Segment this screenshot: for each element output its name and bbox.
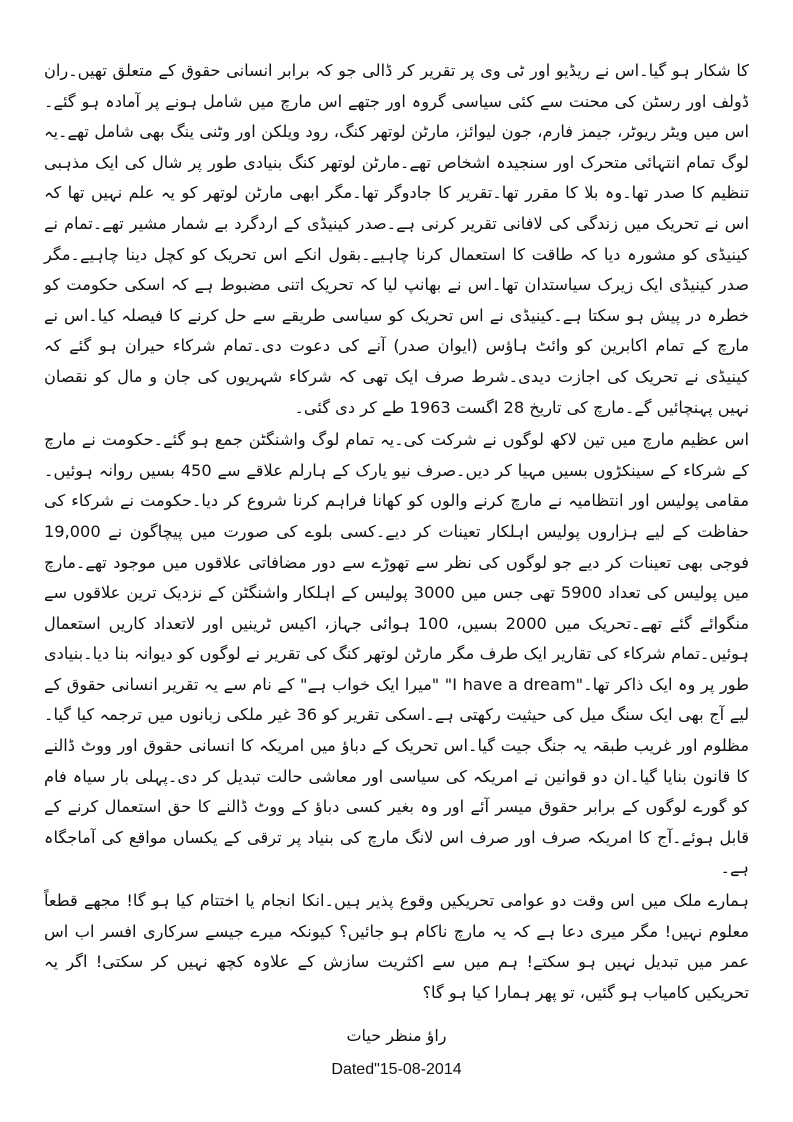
paragraph-march-on-washington: اس عظیم مارچ میں تین لاکھ لوگوں نے شرکت کی۔یہ تمام لوگ واشنگٹن جمع ہو گئے۔حکومت نے مارچ کے شرکاء کے سینکڑوں بسیں مہیا کر دیں۔صرف نیو یارک کے ہارلم علاقے سے 450 بسیں روانہ ہوئیں۔مقامی پولیس اور انتظامیہ نے مارچ کرنے والوں کو کھانا فراہم کرنا شروع کر دیا۔حکومت نے شرکاء کی حفاظت کے لیے ہزاروں پولیس اہلکار تعینات کر دیے۔کسی بلوے کی صورت میں پیچاگون نے 19,000 فوجی بھی تعینات کر دیے جو لوگوں کی نظر سے تھوڑے سے دور مضافاتی علاقوں میں موجود تھے۔مارچ میں پولیس کی تعداد 5900 تھی جس میں 3000 پولیس کے اہلکار واشنگٹن کے نزدیک ترین علاقوں سے منگوائے گئے تھے۔تحریک میں 2000 بسیں، 100 ہوائی جہاز، اکیس ٹرینیں اور لاتعداد کاریں استعمال ہوئیں۔تمام شرکاء کی تقاریر ایک طرف مگر مارٹن لوتھر کنگ کی تقریر نے لوگوں کو دیوانہ بنا دیا۔بنیادی طور پر وہ ایک ذاکر تھا۔"I have a dream" "میرا ایک خواب ہے" کے نام سے یہ تقریر انسانی حقوق کے لیے آج بھی ایک سنگ میل کی حیثیت رکھتی ہے۔اسکی تقریر کو 36 غیر ملکی زبانوں میں ترجمہ کیا گیا۔مظلوم اور غریب طبقہ یہ جنگ جیت گیا۔اس تحریک کے دباؤ میں امریکہ کا انسانی حقوق اور ووٹ ڈالنے کا قانون بنایا گیا۔ان دو قوانین نے امریکہ کی سیاسی اور معاشی حالت تبدیل کر دی۔پہلی بار سیاہ فام کو گورے لوگوں کے برابر حقوق میسر آئے اور وہ بغیر کسی دباؤ کے ووٹ ڈالنے کا حق استعمال کرنے کے قابل ہوئے۔آج کا امریکہ صرف اور صرف اس لانگ مارچ کی بنیاد پر ترقی کے یکساں مواقع کی آماجگاہ ہے۔: [44, 430, 750, 878]
date-line: Dated"15-08-2014: [331, 1061, 462, 1079]
document-page: [44, 56, 749, 1079]
paragraph-current-movements: ہمارے ملک میں اس وقت دو عوامی تحریکیں وقوع پذیر ہیں۔انکا انجام یا اختتام کیا ہو گا! مجھے قطعاً معلوم نہیں! مگر میری دعا ہے کہ یہ مارچ ناکام ہو جائیں؟ کیونکہ میرے جیسے سرکاری افسر اب اس عمر میں تبدیل نہیں ہو سکتے! ہم میں سے اکثریت سازش کے علاوہ کچھ نہیں کر سکتی! اگر یہ تحریکیں کامیاب ہو گئیں، تو پھر ہمارا کیا ہو گا؟: [44, 891, 749, 1002]
paragraph-civil-rights-march-background: کا شکار ہو گیا۔اس نے ریڈیو اور ٹی وی پر تقریر کر ڈالی جو کہ برابر انسانی حقوق کے متعلق تھیں۔ران ڈولف اور رسٹن کی محنت سے کئی سیاسی گروہ اور جتھے اس مارچ میں شامل ہونے پر آمادہ ہو گئے۔اس میں ویٹر ریوٹر، جیمز فارم، جون لیوائز، مارٹن لوتھر کنگ، رود ویلکن اور وٹنی ینگ بھی شامل تھے۔یہ لوگ تمام انتہائی متحرک اور سنجیدہ اشخاص تھے۔مارٹن لوتھر کنگ بنیادی طور پر شال کی ایک مذہبی تنظیم کا صدر تھا۔وہ بلا کا مقرر تھا۔تقریر کا جادوگر تھا۔مگر ابھی مارٹن لوتھر کو یہ علم نہیں تھا کہ اس نے تحریک میں زندگی کی لافانی تقریر کرنی ہے۔صدر کینیڈی کے اردگرد بے شمار مشیر تھے۔تمام نے کینیڈی کو مشورہ دیا کہ طاقت کا استعمال کرنا چاہیے۔بقول انکے اس تحریک کو کچل دینا چاہیے۔مگر صدر کینیڈی ایک زیرک سیاستدان تھا۔اس نے بھانپ لیا کہ تحریک اتنی مضبوط ہے کہ اسکی حکومت کو خطرہ در پیش ہو سکتا ہے۔کینیڈی نے اس تحریک کو سیاسی طریقے سے حل کرنے کا فیصلہ کیا۔اس نے مارچ کے تمام اکابرین کو وائٹ ہاؤس (ایوان صدر) آنے کی دعوت دی۔تمام شرکاء حیران ہو گئے کہ کینیڈی نے تحریک کی اجازت دیدی۔شرط صرف ایک تھی کہ شرکاء شہریوں کی جان و مال کو نقصان نہیں پہنچائیں گے۔مارچ کی تاریخ 28 اگست 1963 طے کر دی گئی۔: [44, 61, 749, 417]
author-signature: راؤ منظر حیات: [346, 1026, 447, 1046]
